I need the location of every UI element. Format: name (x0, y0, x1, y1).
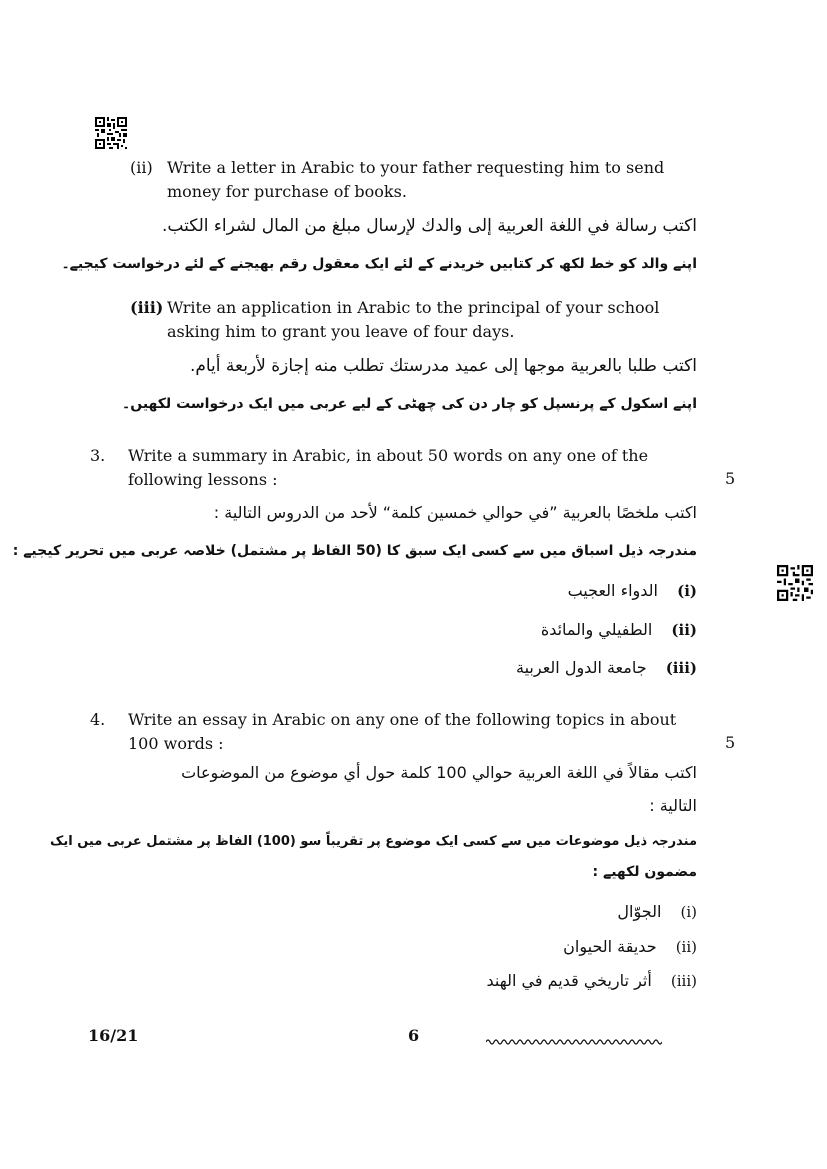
marks: 5 (725, 733, 736, 752)
question-text-line: money for purchase of books. (167, 182, 407, 201)
option-text: الجوّال (617, 902, 662, 921)
option-marker: (i) (677, 582, 697, 600)
list-item (568, 581, 697, 600)
paper-code: 16/21 (88, 1026, 139, 1045)
urdu-instruction: مضمون لکھیے : (592, 864, 697, 880)
marks: 5 (725, 469, 736, 488)
item-marker: (iii) (130, 298, 164, 317)
question-text-line: Write an essay in Arabic on any one of the following topics in about (128, 710, 677, 729)
list-item (617, 902, 697, 921)
urdu-instruction: اپنے اسکول کے پرنسپل کو چار دن کی چھٹی کے لیے عربی میں ایک درخواست لکھیں۔ (122, 396, 697, 412)
wavy-divider (486, 1032, 662, 1051)
urdu-instruction: اپنے والد کو خط لکھ کر کتابیں خریدنے کے لئے ایک معقول رقم بھیجنے کے لئے درخواست کیجیے۔ (61, 256, 697, 272)
arabic-instruction: اكتب ملخصًا بالعربية ”في حوالي خمسين كلمة“ لأحد من الدروس التالية : (213, 503, 697, 522)
question-text-line: 100 words : (128, 734, 224, 753)
question-number: 4. (90, 710, 106, 729)
option-text: حديقة الحيوان (563, 937, 657, 956)
qr-code-icon (777, 565, 813, 601)
question-text-line: Write an application in Arabic to the principal of your school (167, 298, 660, 317)
list-item (541, 620, 697, 639)
item-marker: (ii) (130, 158, 153, 177)
arabic-instruction: التالية : (649, 796, 697, 815)
urdu-instruction: مندرجہ ذیل موضوعات میں سے کسی ایک موضوع پر تقریباً سو (100) الفاظ پر مشتمل عربی میں ایک (50, 834, 697, 849)
question-text-line: Write a summary in Arabic, in about 50 words on any one of the (128, 446, 649, 465)
option-text: جامعة الدول العربية (516, 658, 647, 677)
list-item (516, 658, 697, 677)
list-item (487, 971, 698, 990)
page-number: 6 (408, 1026, 420, 1045)
option-text: الطفيلي والمائدة (540, 620, 653, 639)
question-number: 3. (90, 446, 106, 465)
arabic-instruction: اكتب رسالة في اللغة العربية إلى والدك لإرسال مبلغ من المال لشراء الكتب. (162, 216, 697, 236)
list-item (563, 937, 697, 956)
arabic-instruction: اكتب مقالاً في اللغة العربية حوالي 100 كلمة حول أي موضوع من الموضوعات (181, 763, 697, 782)
question-text-line: following lessons : (128, 470, 278, 489)
option-marker: (ii) (675, 938, 697, 956)
option-text: الدواء العجيب (567, 581, 658, 600)
option-marker: (iii) (665, 659, 697, 677)
question-text-line: Write a letter in Arabic to your father requesting him to send (167, 158, 665, 177)
question-text-line: asking him to grant you leave of four days. (167, 322, 515, 341)
urdu-instruction: مندرجہ ذیل اسباق میں سے کسی ایک سبق کا (50 الفاظ پر مشتمل) خلاصہ عربی میں تحریر کیجیے : (12, 543, 697, 559)
option-text: أثر تاريخي قديم في الهند (486, 971, 652, 990)
arabic-instruction: اكتب طلبا بالعربية موجها إلى عميد مدرستك تطلب منه إجازة لأربعة أيام. (189, 356, 697, 376)
option-marker: (i) (680, 903, 697, 921)
qr-code-icon (95, 117, 127, 149)
option-marker: (iii) (670, 972, 697, 990)
option-marker: (ii) (671, 621, 697, 639)
